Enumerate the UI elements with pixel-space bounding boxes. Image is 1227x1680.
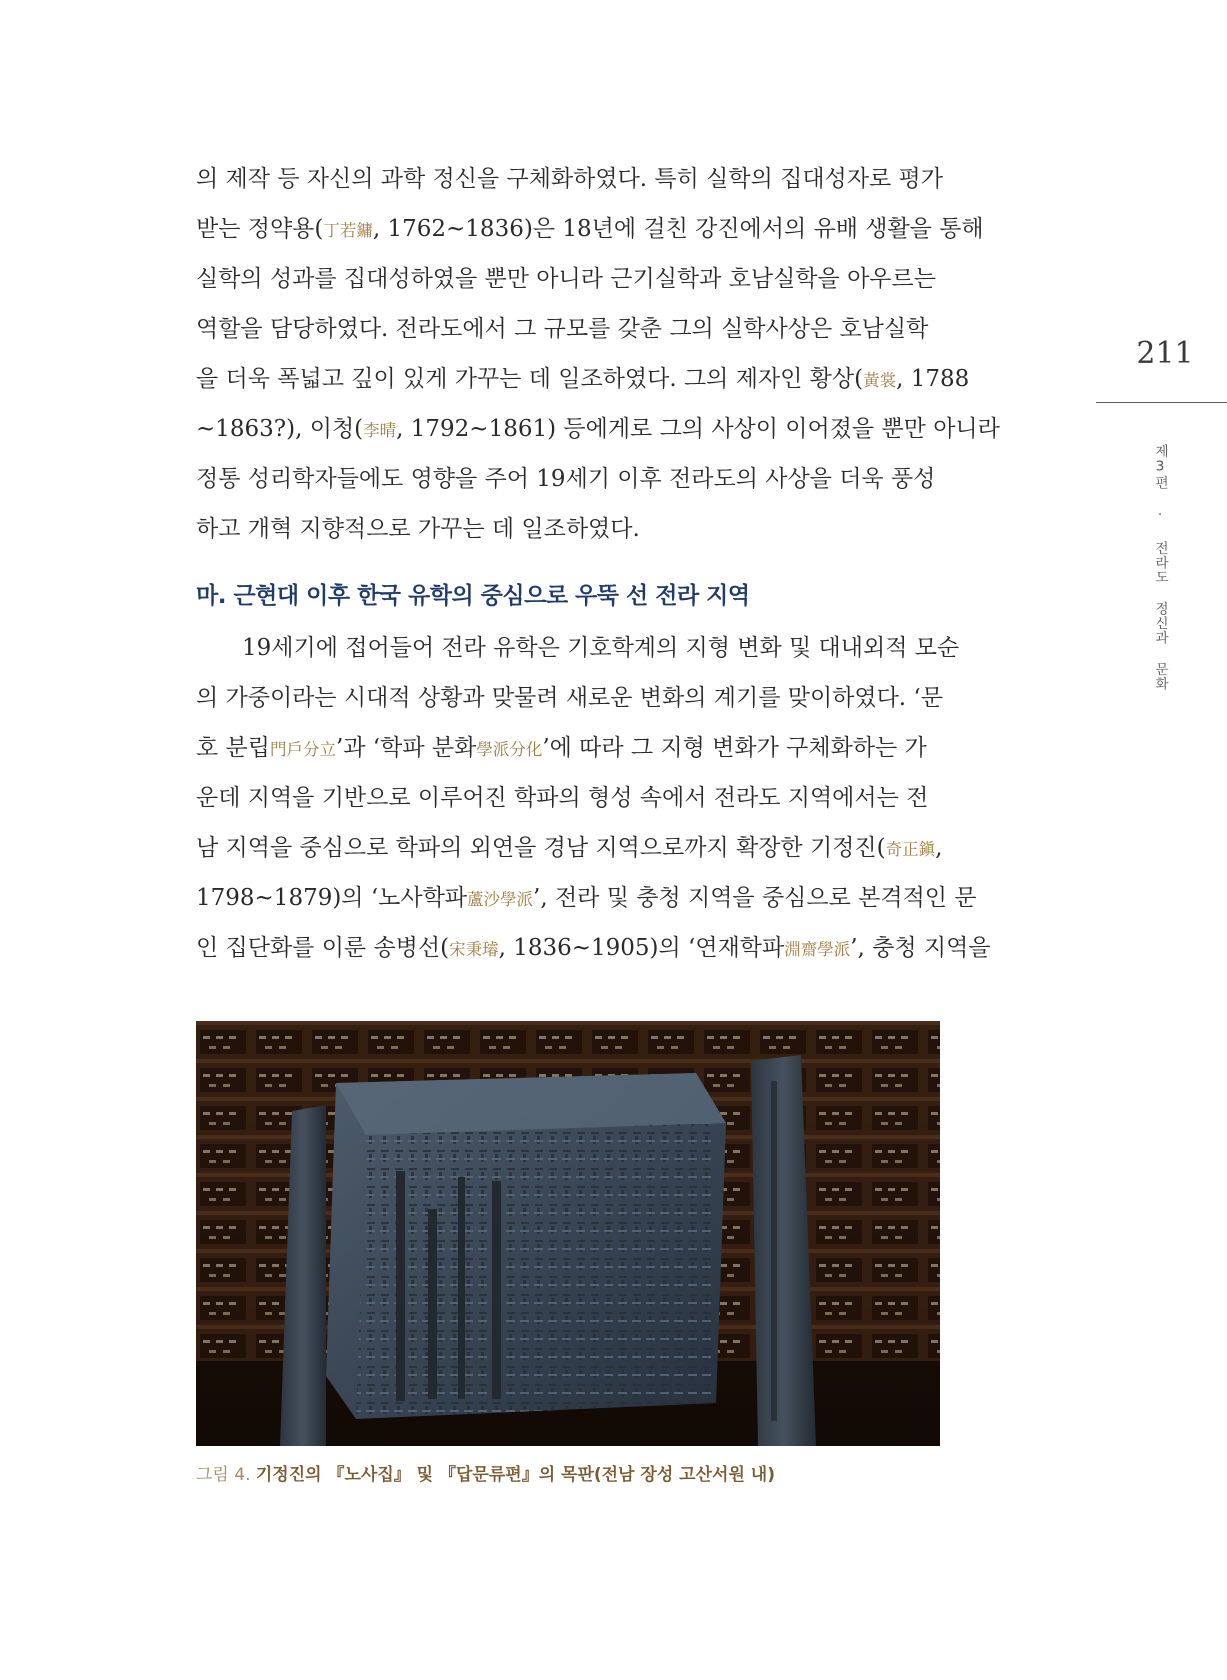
section-heading: 마. 근현대 이후 한국 유학의 중심으로 우뚝 선 전라 지역	[196, 583, 750, 609]
text-line: 정통 성리학자들에도 영향을 주어 19세기 이후 전라도의 사상을 더욱 풍성	[196, 466, 936, 492]
hanja-annotation: 黃裳	[863, 371, 897, 390]
page-number: 211	[1136, 336, 1194, 371]
text-line: 인 집단화를 이룬 송병선(宋秉璿, 1836~1905)의 ‘연재학파淵齋學派’, 충청 지역을	[196, 935, 991, 961]
hanja-annotation: 李晴	[363, 421, 397, 440]
hanja-annotation: 奇正鎭	[885, 840, 936, 859]
figure-label: 그림 4.	[196, 1465, 251, 1485]
paragraph-silhak	[196, 154, 1000, 554]
text-line: 역할을 담당하였다. 전라도에서 그 규모를 갖춘 그의 실학사상은 호남실학	[196, 316, 929, 342]
figure-caption-text: 기정진의 『노사집』 및 『답문류편』의 목판(전남 장성 고산서원 내)	[255, 1465, 775, 1485]
woodblock-photo	[196, 1021, 940, 1446]
text-line: 하고 개혁 지향적으로 가꾸는 데 일조하였다.	[196, 516, 640, 542]
text-line: 호 분립門戶分立’과 ‘학파 분화學派分化’에 따라 그 지형 변화가 구체화하는 가	[196, 735, 927, 761]
text-line: ~1863?), 이청(李晴, 1792~1861) 등에게로 그의 사상이 이어졌을 뿐만 아니라	[196, 416, 1000, 442]
text-line: 19세기에 접어들어 전라 유학은 기호학계의 지형 변화 및 대내외적 모순	[242, 635, 960, 661]
text-line: 실학의 성과를 집대성하였을 뿐만 아니라 근기실학과 호남실학을 아우르는	[196, 266, 936, 292]
side-chapter-title: 제3편 · 전라도 정신과 문화	[1152, 444, 1168, 691]
paragraph-school-split	[196, 623, 991, 973]
hanja-annotation: 宋秉璿	[449, 940, 499, 959]
hanja-annotation: 丁若鏞	[323, 221, 373, 240]
text-line: 운데 지역을 기반으로 이루어진 학파의 형성 속에서 전라도 지역에서는 전	[196, 785, 929, 811]
hanja-annotation: 蘆沙學派	[467, 890, 534, 909]
hanja-annotation: 門戶分立	[269, 740, 336, 759]
figure-caption	[196, 1460, 775, 1485]
text-line: 남 지역을 중심으로 학파의 외연을 경남 지역으로까지 확장한 기정진(奇正鎭,	[196, 835, 943, 861]
hanja-annotation: 淵齋學派	[784, 940, 851, 959]
text-line: 1798~1879)의 ‘노사학파蘆沙學派’, 전라 및 충청 지역을 중심으로 본격적인 문	[196, 885, 977, 911]
text-line: 의 제작 등 자신의 과학 정신을 구체화하였다. 특히 실학의 집대성자로 평가	[196, 166, 943, 192]
text-line: 받는 정약용(丁若鏞, 1762~1836)은 18년에 걸친 강진에서의 유배 생활을 통해	[196, 216, 984, 242]
text-line: 의 가중이라는 시대적 상황과 맞물려 새로운 변화의 계기를 맞이하였다. ‘문	[196, 685, 943, 711]
hanja-annotation: 學派分化	[476, 740, 543, 759]
text-line: 을 더욱 폭넓고 깊이 있게 가꾸는 데 일조하였다. 그의 제자인 황상(黃裳, 1788	[196, 366, 970, 392]
page-number-rule	[1096, 402, 1227, 403]
